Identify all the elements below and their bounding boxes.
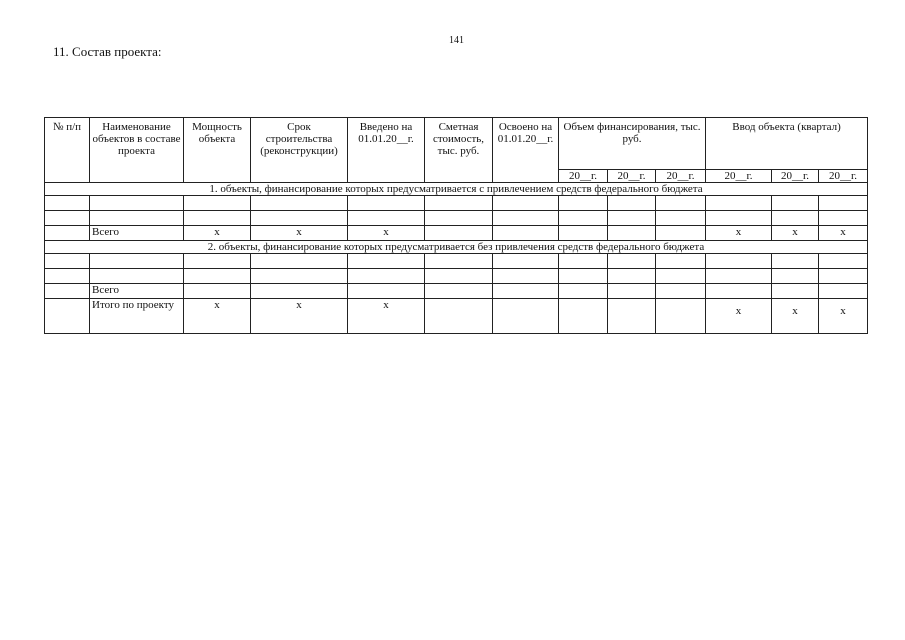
header-funding: Объем финансирования, тыс. руб.: [559, 118, 706, 170]
header-year: 20__г.: [656, 170, 706, 183]
mark: x: [348, 299, 425, 334]
header-capacity: Мощность объекта: [184, 118, 251, 183]
table-row: [45, 196, 868, 211]
mark: x: [819, 226, 868, 241]
mark: x: [251, 226, 348, 241]
project-composition-table: [44, 117, 868, 334]
header-year: 20__г.: [772, 170, 819, 183]
mark: x: [772, 299, 819, 334]
mark: x: [706, 226, 772, 241]
header-commissioned: Введено на 01.01.20__г.: [348, 118, 425, 183]
header-commissioning: Ввод объекта (квартал): [706, 118, 868, 170]
mark: x: [251, 299, 348, 334]
page-number: 141: [449, 35, 464, 46]
header-term: Срок строительства (реконструкции): [251, 118, 348, 183]
header-mastered: Освоено на 01.01.20__г.: [493, 118, 559, 183]
header-year: 20__г.: [608, 170, 656, 183]
mark: x: [772, 226, 819, 241]
section-2-total-row: [45, 284, 868, 299]
grand-total-row: [45, 299, 868, 334]
mark: x: [184, 226, 251, 241]
section-1-total-row: [45, 226, 868, 241]
table-row: [45, 254, 868, 269]
total-label: Всего: [90, 284, 184, 299]
header-estimate: Сметная стоимость, тыс. руб.: [425, 118, 493, 183]
grand-total-label: Итого по проекту: [90, 299, 184, 334]
mark: x: [819, 299, 868, 334]
section-title: 11. Состав проекта:: [53, 44, 162, 59]
header-year: 20__г.: [559, 170, 608, 183]
mark: x: [348, 226, 425, 241]
section-1-heading: 1. объекты, финансирование которых предусматривается с привлечением средств федерального бюджета: [45, 183, 868, 196]
header-num: № п/п: [45, 118, 90, 183]
mark: x: [706, 299, 772, 334]
section-2-heading: 2. объекты, финансирование которых предусматривается без привлечения средств федерального бюджета: [45, 241, 868, 254]
total-label: Всего: [90, 226, 184, 241]
header-year: 20__г.: [706, 170, 772, 183]
table-row: [45, 269, 868, 284]
header-name: Наименование объектов в составе проекта: [90, 118, 184, 183]
header-year: 20__г.: [819, 170, 868, 183]
mark: x: [184, 299, 251, 334]
table-row: [45, 211, 868, 226]
